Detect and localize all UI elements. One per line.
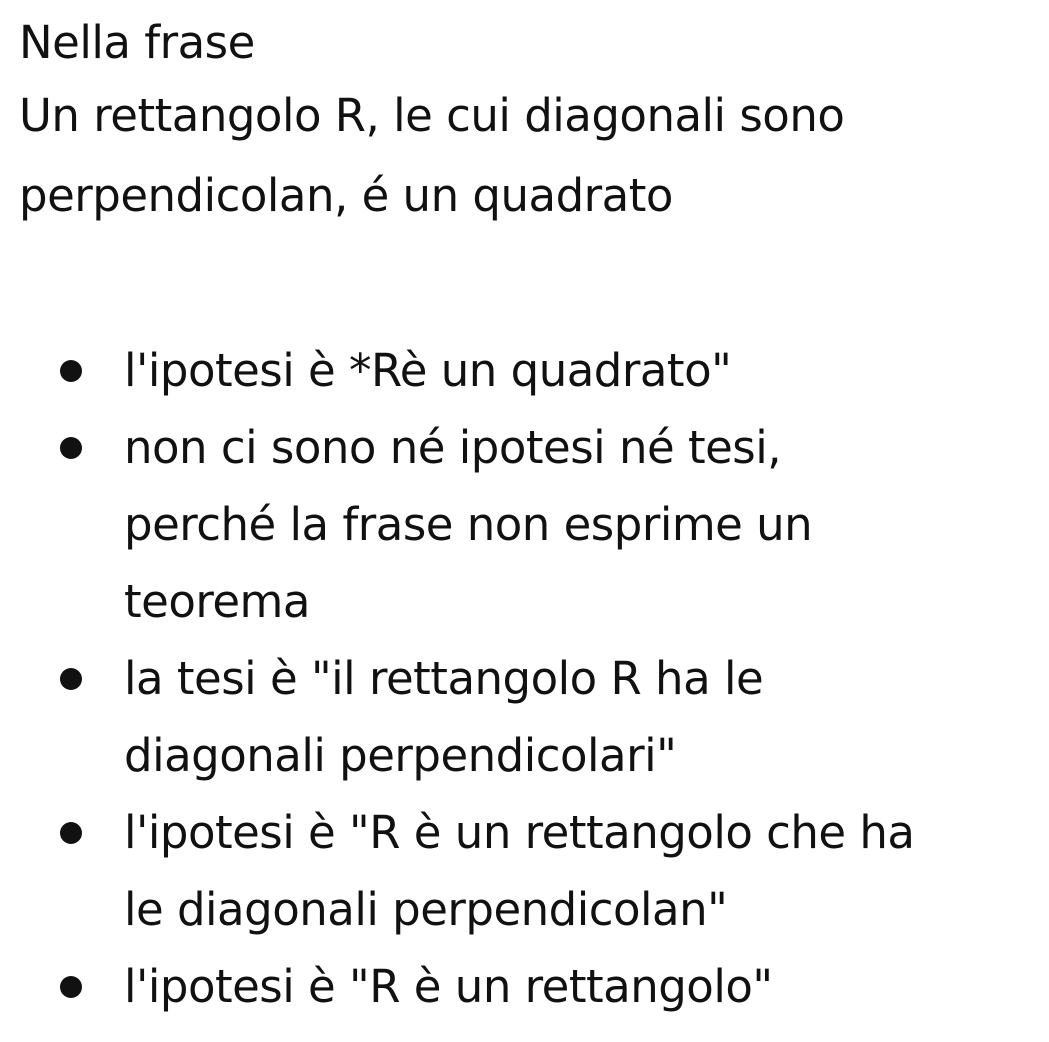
answer-option-text: non ci sono né ipotesi né tesi, perché la frase non esprime un teorema bbox=[124, 421, 813, 628]
quiz-content bbox=[19, 10, 1039, 1025]
question-intro: Nella frase bbox=[19, 16, 255, 69]
question-sentence-line-1: Un rettangolo R, le cui diagonali sono bbox=[19, 89, 845, 142]
bullet-icon bbox=[60, 668, 82, 690]
question-sentence-line-2: perpendicolan, é un quadrato bbox=[19, 169, 673, 222]
bullet-icon bbox=[60, 360, 82, 382]
bullet-icon bbox=[60, 822, 82, 844]
answer-option-text: l'ipotesi è "R è un rettangolo che ha le diagonali perpendicolan" bbox=[124, 806, 915, 936]
answer-option-2[interactable] bbox=[19, 409, 1039, 640]
answer-option-text: l'ipotesi è *Rè un quadrato" bbox=[124, 344, 732, 397]
answer-option-text: l'ipotesi è "R è un rettangolo" bbox=[124, 960, 773, 1013]
answer-option-text: la tesi è "il rettangolo R ha le diagonali perpendicolari" bbox=[124, 652, 764, 782]
answer-option-1[interactable] bbox=[19, 332, 1039, 409]
answer-option-4[interactable] bbox=[19, 794, 1039, 948]
answer-option-5[interactable] bbox=[19, 948, 1039, 1025]
bullet-icon bbox=[60, 437, 82, 459]
bullet-icon bbox=[60, 976, 82, 998]
answer-options-list bbox=[19, 332, 1039, 1025]
spacer bbox=[19, 236, 1039, 332]
answer-option-3[interactable] bbox=[19, 640, 1039, 794]
